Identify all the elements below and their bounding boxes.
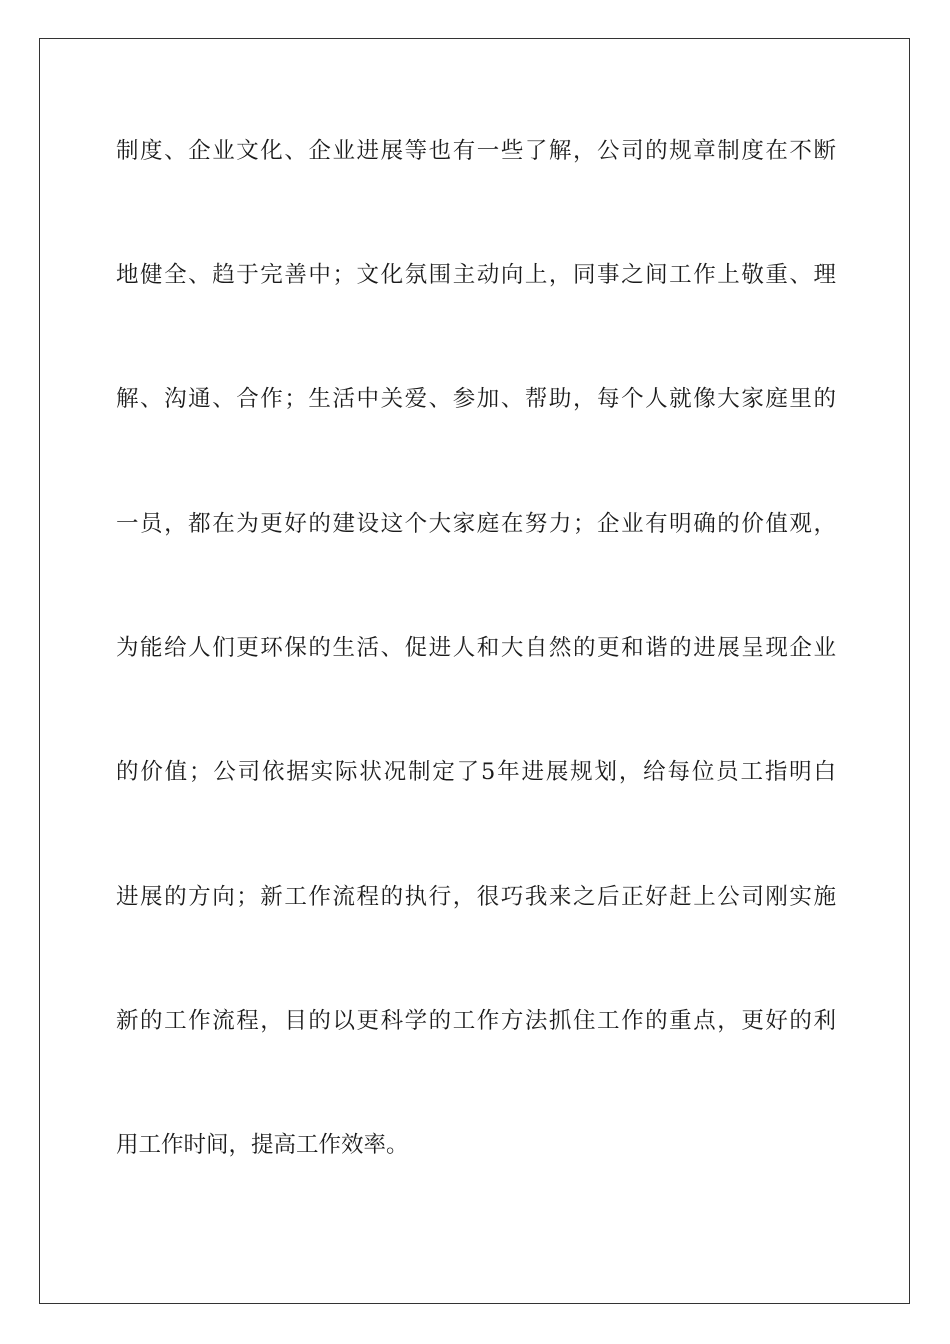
paragraph-line: 的价值；公司依据实际状况制定了5年进展规划，给每位员工指明白 <box>116 759 836 785</box>
paragraph-line: 为能给人们更环保的生活、促进人和大自然的更和谐的进展呈现企业 <box>116 635 836 661</box>
paragraph-line: 进展的方向；新工作流程的执行，很巧我来之后正好赶上公司刚实施 <box>116 884 836 910</box>
paragraph-line: 地健全、趋于完善中；文化氛围主动向上，同事之间工作上敬重、理 <box>116 262 836 288</box>
paragraph-line: 用工作时间，提高工作效率。 <box>116 1132 409 1158</box>
paragraph-line: 一员，都在为更好的建设这个大家庭在努力；企业有明确的价值观， <box>116 511 836 537</box>
paragraph-line: 新的工作流程，目的以更科学的工作方法抓住工作的重点，更好的利 <box>116 1008 836 1034</box>
page-border <box>39 38 910 1304</box>
paragraph-line: 制度、企业文化、企业进展等也有一些了解，公司的规章制度在不断 <box>116 138 836 164</box>
paragraph-line: 解、沟通、合作；生活中关爱、参加、帮助，每个人就像大家庭里的 <box>116 386 836 412</box>
